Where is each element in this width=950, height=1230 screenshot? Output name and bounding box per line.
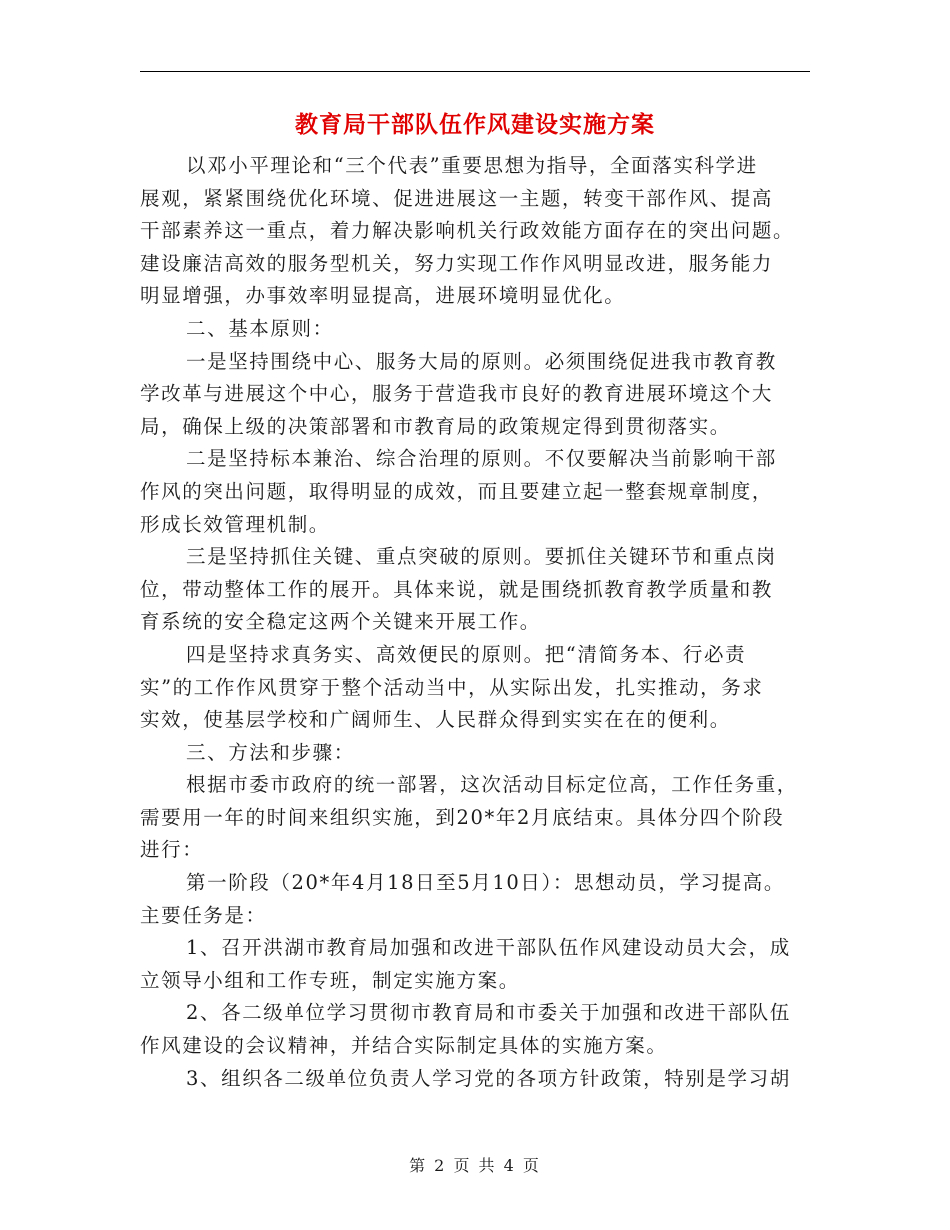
paragraph-line: 学改革与进展这个中心，服务于营造我市良好的教育进展环境这个大: [140, 382, 774, 406]
paragraph-line: 立领导小组和工作专班，制定实施方案。: [140, 968, 520, 992]
paragraph-line: 育系统的安全稳定这两个关键来开展工作。: [140, 610, 541, 634]
paragraph-line: 形成长效管理机制。: [140, 512, 330, 536]
paragraph-line: 根据市委市政府的统一部署，这次活动目标定位高，工作任务重，: [186, 773, 798, 797]
paragraph-line: 三是坚持抓住关键、重点突破的原则。要抓住关键环节和重点岗: [186, 545, 777, 569]
document-title: 教育局干部队伍作风建设实施方案: [295, 111, 655, 138]
paragraph-line: 作风的突出问题，取得明显的成效，而且要建立起一整套规章制度，: [140, 479, 774, 503]
paragraph-line: 以邓小平理论和“三个代表”重要思想为指导，全面落实科学进: [186, 154, 758, 177]
paragraph-line: 主要任务是：: [140, 903, 267, 927]
paragraph-line: 第一阶段（20*年4月18日至5月10日）：思想动员，学习提高。: [186, 871, 785, 895]
paragraph-line: 四是坚持求真务实、高效便民的原则。把“清简务本、行必责: [186, 642, 747, 666]
paragraph-line: 实”的工作作风贯穿于整个活动当中，从实际出发，扎实推动，务求: [140, 675, 764, 699]
paragraph-line: 局，确保上级的决策部署和市教育局的政策规定得到贯彻落实。: [140, 414, 731, 438]
paragraph-line: 一是坚持围绕中心、服务大局的原则。必须围绕促进我市教育教: [186, 349, 777, 373]
section-heading: 二、基本原则：: [186, 316, 334, 340]
paragraph-line: 二是坚持标本兼治、综合治理的原则。不仅要解决当前影响干部: [186, 447, 777, 471]
list-item: 3、组织各二级单位负责人学习党的各项方针政策，特别是学习胡: [186, 1066, 791, 1090]
paragraph-line: 建设廉洁高效的服务型机关，努力实现工作作风明显改进，服务能力: [140, 251, 774, 275]
paragraph-line: 明显增强，办事效率明显提高，进展环境明显优化。: [140, 284, 626, 308]
paragraph-line: 干部素养这一重点，着力解决影响机关行政效能方面存在的突出问题。: [140, 219, 795, 243]
list-item: 1、召开洪湖市教育局加强和改进干部队伍作风建设动员大会，成: [186, 936, 791, 960]
header-rule: [140, 71, 810, 72]
paragraph-line: 实效，使基层学校和广阔师生、人民群众得到实实在在的便利。: [140, 708, 731, 732]
paragraph-line: 进行：: [140, 838, 204, 862]
document-body: [140, 150, 810, 1095]
page-number: 第 2 页 共 4 页: [409, 1156, 541, 1175]
paragraph-line: 需要用一年的时间来组织实施，到20*年2月底结束。具体分四个阶段: [140, 805, 785, 829]
section-heading: 三、方法和步骤：: [186, 740, 355, 764]
paragraph-line: 位，带动整体工作的展开。具体来说，就是围绕抓教育教学质量和教: [140, 577, 774, 601]
paragraph-line: 展观，紧紧围绕优化环境、促进进展这一主题，转变干部作风、提高: [140, 186, 774, 210]
paragraph-line: 作风建设的会议精神，并结合实际制定具体的实施方案。: [140, 1034, 668, 1058]
list-item: 2、各二级单位学习贯彻市教育局和市委关于加强和改进干部队伍: [186, 1001, 791, 1025]
